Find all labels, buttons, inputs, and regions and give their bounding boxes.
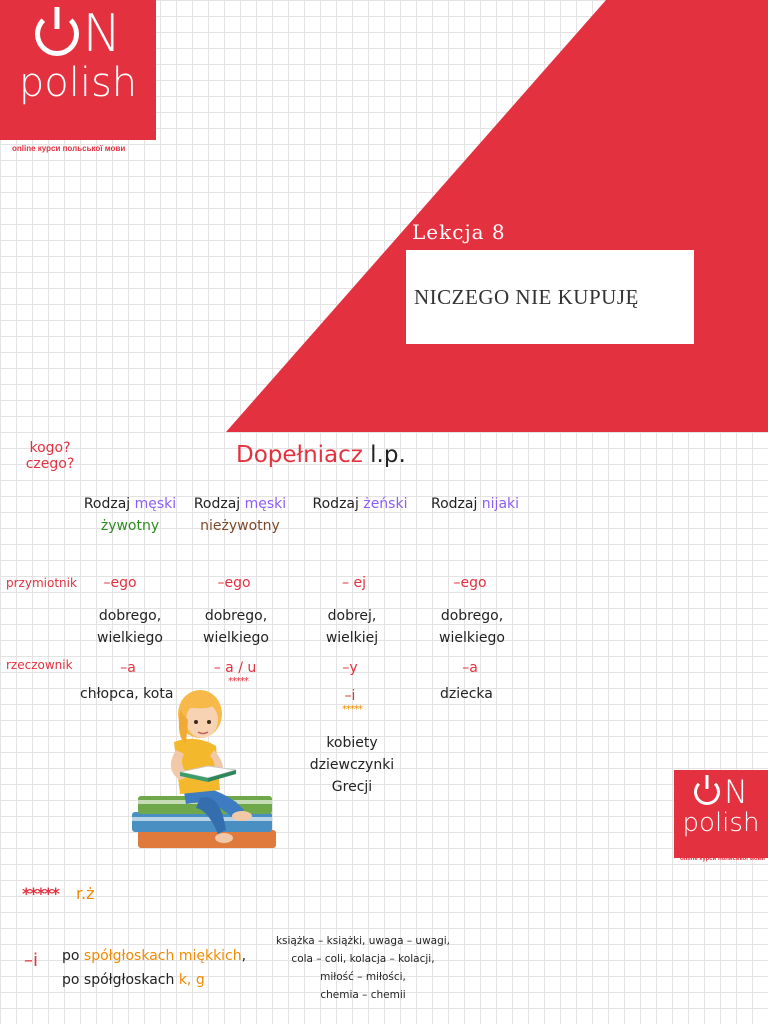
example-noun-meski: chłopca, kota bbox=[80, 686, 174, 702]
example-word: kobiety bbox=[326, 735, 378, 751]
column-header-meski-zywotny bbox=[78, 496, 182, 534]
gender-label: męski bbox=[244, 496, 287, 512]
note-examples bbox=[262, 932, 464, 1004]
question-czego: czego? bbox=[25, 456, 75, 472]
logo-n: N bbox=[82, 4, 122, 64]
note-rule-2 bbox=[62, 968, 246, 992]
rzeczownik-label: rzeczownik bbox=[6, 658, 73, 672]
heading-dopelniacz: Dopełniacz bbox=[236, 442, 363, 468]
noun-ending-meski-zyw: –a bbox=[120, 660, 136, 676]
sub-label: żywotny bbox=[100, 518, 160, 534]
note-rules bbox=[62, 944, 246, 992]
lesson-title-box bbox=[406, 250, 694, 344]
book-bottom bbox=[138, 830, 276, 848]
example-word: dziewczynki bbox=[309, 757, 395, 773]
column-header-zenski bbox=[304, 496, 416, 512]
ending-meski-zyw: –ego bbox=[103, 575, 137, 591]
sub-label: nieżywotny bbox=[200, 518, 280, 534]
example-noun-nijaki: dziecka bbox=[440, 686, 493, 702]
girl-reading-illustration bbox=[124, 680, 284, 860]
heading-lp: l.p. bbox=[370, 442, 406, 468]
ending-meski-niezyw: –ego bbox=[217, 575, 251, 591]
example-word: wielkiego bbox=[97, 630, 163, 646]
rule-end: , bbox=[241, 948, 247, 964]
example-word: wielkiej bbox=[325, 630, 379, 646]
onpolish-logo-small bbox=[674, 770, 768, 858]
example-word: dobrego, bbox=[98, 608, 162, 624]
power-icon bbox=[35, 12, 79, 56]
example-word: wielkiego bbox=[439, 630, 505, 646]
ending-nijaki: –ego bbox=[453, 575, 487, 591]
note-example: cola – coli, kolacja – kolacji, bbox=[291, 953, 435, 965]
note-example: chemia – chemii bbox=[320, 989, 406, 1001]
note-ending: –i bbox=[24, 950, 39, 971]
note-rule-1 bbox=[62, 944, 246, 968]
note-marker bbox=[22, 884, 95, 903]
noun-ending-nijaki: –a bbox=[462, 660, 478, 676]
rodzaj-label: Rodzaj bbox=[83, 496, 131, 512]
grammar-heading bbox=[236, 442, 406, 468]
column-header-nijaki bbox=[420, 496, 530, 512]
onpolish-logo bbox=[0, 0, 156, 140]
rule-highlight: spółgłoskach miękkich bbox=[83, 948, 242, 964]
logo-polish-text: polish bbox=[682, 808, 760, 838]
rule-prefix: po spółgłoskach bbox=[62, 972, 175, 988]
note-stars: ***** bbox=[22, 884, 59, 903]
example-word: wielkiego bbox=[203, 630, 269, 646]
example-word: Grecji bbox=[331, 779, 373, 795]
logo-subtitle: online курси польської мови bbox=[12, 144, 126, 153]
note-example: miłość – miłości, bbox=[320, 971, 406, 983]
example-word: dobrego, bbox=[440, 608, 504, 624]
column-header-meski-niezywotny bbox=[188, 496, 292, 534]
rodzaj-label: Rodzaj bbox=[312, 496, 359, 512]
note-rz: r.ż bbox=[75, 884, 95, 903]
rodzaj-label: Rodzaj bbox=[430, 496, 478, 512]
rodzaj-label: Rodzaj bbox=[193, 496, 241, 512]
logo-polish-text: polish bbox=[18, 60, 138, 106]
logo-subtitle-small: online курси польської мови bbox=[680, 856, 765, 862]
stars-marker: ***** bbox=[228, 676, 248, 687]
rule-prefix: po bbox=[62, 948, 80, 964]
example-adj-meski-niezyw bbox=[188, 605, 284, 649]
noun-ending-meski-niezyw: – a / u bbox=[213, 660, 257, 676]
note-example: książka – książki, uwaga – uwagi, bbox=[275, 935, 451, 947]
example-adj-zenski bbox=[304, 605, 400, 649]
gender-label: męski bbox=[134, 496, 177, 512]
power-icon bbox=[694, 779, 720, 805]
rule-highlight: k, g bbox=[178, 972, 205, 988]
lesson-title: NICZEGO NIE KUPUJĘ bbox=[414, 284, 639, 309]
noun-ending-zenski-y: –y bbox=[342, 660, 358, 676]
logo-n: N bbox=[724, 773, 748, 811]
gender-label: żeński bbox=[363, 496, 408, 512]
gender-label: nijaki bbox=[481, 496, 520, 512]
example-word: dobrej, bbox=[327, 608, 377, 624]
przymiotnik-label: przymiotnik bbox=[6, 576, 77, 590]
example-adj-nijaki bbox=[424, 605, 520, 649]
question-words bbox=[22, 440, 78, 472]
ending-zenski: – ej bbox=[342, 575, 366, 591]
question-kogo: kogo? bbox=[29, 440, 71, 456]
example-word: dobrego, bbox=[204, 608, 268, 624]
example-noun-zenski bbox=[300, 732, 404, 798]
lesson-number: Lekcja 8 bbox=[412, 220, 506, 244]
noun-ending-zenski-i: –i bbox=[344, 688, 356, 704]
example-adj-meski-zyw bbox=[82, 605, 178, 649]
stars-marker-orange: ***** bbox=[342, 704, 362, 715]
